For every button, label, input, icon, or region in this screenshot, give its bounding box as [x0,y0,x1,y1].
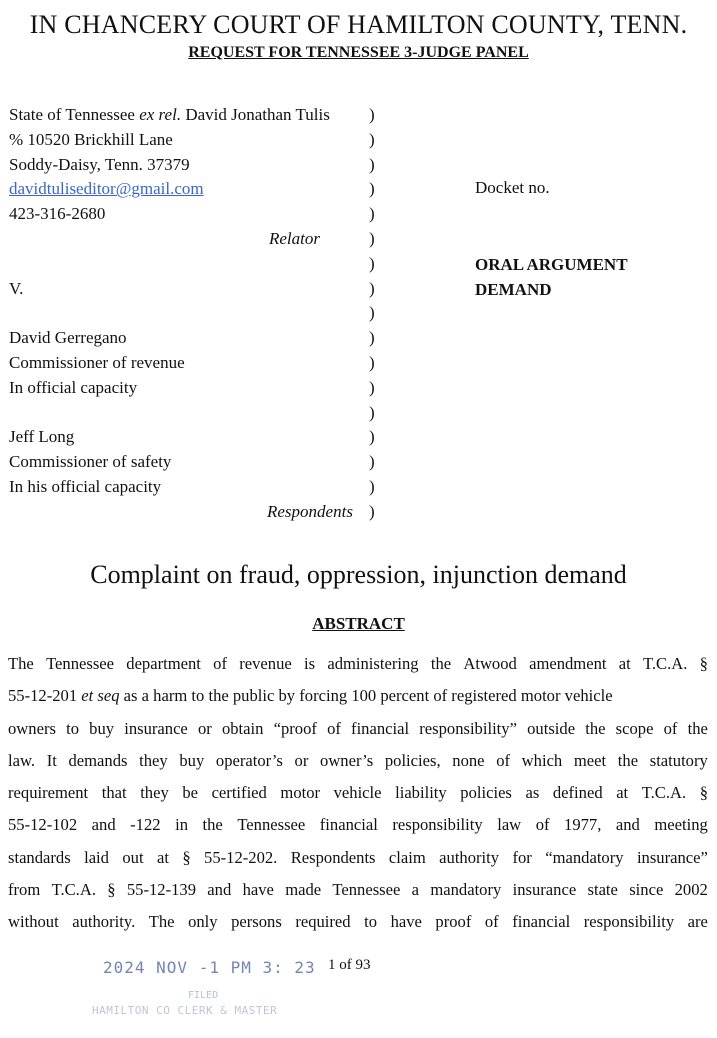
body-word: It [46,750,57,770]
body-word: to [364,912,378,932]
body-word: amendment [529,654,607,673]
body-word: § [182,847,191,867]
body-word: persons [231,912,282,932]
body-word: and [615,815,640,835]
respondents-label: Respondents [267,501,353,521]
request-heading: REQUEST FOR TENNESSEE 3-JUDGE PANEL [188,44,529,61]
body-word: none [452,750,485,770]
body-word: insurance [512,880,577,900]
body-word: 55-12-102 [8,815,78,835]
body-word: from [8,880,41,900]
body-word: meeting [654,815,708,835]
body-word: 1977, [564,815,602,835]
caption-paren: ) [369,253,375,273]
body-word: have [242,880,274,900]
relator-address-line1: % 10520 Brickhill Lane [9,129,173,149]
body-word: T.C.A. [51,880,96,900]
body-word: financial [351,718,410,738]
body-word: law. [8,750,36,770]
respondent2-title: Commissioner of safety [9,452,172,472]
body-word: the [430,654,452,673]
body-line [8,874,708,906]
abstract-body [8,648,708,939]
body-word: insurance [124,718,188,738]
body-word: the [585,718,606,738]
caption-paren: ) [369,228,375,248]
body-word: of [213,654,227,673]
body-word: of [535,815,550,835]
body-word: § [699,654,708,673]
body-word: scope [615,718,654,738]
body-word: without [8,912,59,932]
caption-paren: ) [369,105,375,124]
body-word: Atwood [463,654,517,673]
body-word: insurance” [636,847,708,867]
relator-phone: 423-316-2680 [9,204,106,224]
respondent2-capacity: In his official capacity [9,476,162,496]
filing-stamp-filed: FILED [188,990,219,1001]
relator-address-line2: Soddy-Daisy, Tenn. 37379 [9,154,190,174]
body-word: of [496,750,511,770]
body-word: of [484,912,499,932]
body-word: 2002 [674,880,708,900]
body-word: Tennessee [332,880,401,900]
relator-name: State of Tennessee ex rel. David Jonathan Tulis [9,105,330,124]
body-word: required [295,912,351,932]
body-word: for [512,847,532,867]
body-word: § [107,880,116,900]
body-word: they [140,783,169,803]
body-word: or [197,718,212,738]
body-word: out [122,847,144,867]
filing-stamp-clerk: HAMILTON CO CLERK & MASTER [92,1004,278,1017]
body-word: buy [179,750,205,770]
body-word: responsibility [583,912,675,932]
body-word: 55-12-202. [204,847,278,867]
caption-paren: ) [369,427,375,447]
body-line [8,777,708,809]
body-word: law [497,815,522,835]
body-line [8,842,708,874]
body-word: Tennessee [46,654,115,673]
caption-paren: ) [369,476,375,496]
body-line: 55-12-201 et seq as a harm to the public by forcing 100 percent of registered motor vehicle [8,686,613,706]
body-word: operator’s [215,750,283,770]
body-word: “mandatory [545,847,624,867]
body-word: are [687,912,708,932]
body-line [8,809,708,841]
body-word: they [139,750,168,770]
body-word: buy [89,718,115,738]
body-word: authority [439,847,500,867]
body-word: The [148,912,175,932]
body-word: claim [388,847,426,867]
body-word: the [202,815,223,835]
caption-paren: ) [369,278,375,298]
body-word: vehicle [333,783,382,803]
filing-stamp-date: 2024 NOV -1 PM 3: 23 [103,958,316,977]
body-word: standards [8,847,71,867]
body-word: is [304,654,316,673]
respondent1-name: David Gerregano [9,328,127,348]
body-word: made [285,880,322,900]
caption-paren: ) [369,129,375,149]
body-word: owners [8,718,56,738]
caption-paren: ) [369,328,375,348]
body-word: of [663,718,678,738]
body-word: policies, [384,750,441,770]
body-word: statutory [649,750,708,770]
body-word: administering [327,654,419,673]
complaint-title: Complaint on fraud, oppression, injunction demand [90,560,627,589]
caption-paren: ) [369,204,375,224]
body-word: that [101,783,127,803]
body-word: T.C.A. [641,783,687,803]
body-word: state [587,880,618,900]
body-word: defined [552,783,603,803]
body-word: be [182,783,198,803]
abstract-heading: ABSTRACT [312,614,405,633]
body-word: -122 [130,815,161,835]
body-word: T.C.A. [642,654,688,673]
body-word: motor [280,783,321,803]
body-word: liability [395,783,447,803]
body-word: policies [460,783,512,803]
body-word: responsibility” [419,718,517,738]
case-caption [9,103,353,525]
body-word: mandatory [430,880,502,900]
body-word: revenue [239,654,292,673]
body-word: 55-12-139 [126,880,196,900]
caption-paren: ) [369,303,375,323]
body-word: financial [319,815,378,835]
body-word: Respondents [290,847,376,867]
respondent1-title: Commissioner of revenue [9,352,185,372]
body-word: or [294,750,309,770]
body-word: demands [68,750,128,770]
caption-paren: ) [369,402,375,422]
relator-label: Relator [269,228,320,248]
caption-paren: ) [369,452,375,472]
body-word: “proof [273,718,317,738]
body-word: as [525,783,540,803]
body-word: outside [527,718,576,738]
body-word: to [66,718,80,738]
body-word: only [188,912,218,932]
caption-paren: ) [369,501,375,521]
body-word: The [8,654,34,673]
body-word: a [411,880,420,900]
page-number: 1 of 93 [328,957,371,973]
body-word: meet [573,750,607,770]
body-line [8,906,708,938]
body-word: and [91,815,116,835]
oral-argument-demand: ORAL ARGUMENT DEMAND [475,255,628,299]
body-word: department [126,654,201,673]
body-word: laid [84,847,109,867]
body-word: since [629,880,664,900]
body-word: have [390,912,422,932]
respondent1-capacity: In official capacity [9,377,138,397]
body-line [8,713,708,745]
caption-paren: ) [369,352,375,372]
body-word: in [175,815,188,835]
body-word: responsibility [392,815,483,835]
body-line [8,745,708,777]
caption-paren: ) [369,179,375,199]
body-word: § [699,783,708,803]
body-word: requirement [8,783,89,803]
body-word: and [207,880,232,900]
body-word: financial [512,912,571,932]
docket-number-label: Docket no. [475,178,550,197]
body-word: of [327,718,341,738]
respondent2-name: Jeff Long [9,427,75,447]
body-word: at [616,783,629,803]
versus-label: V. [9,278,24,298]
body-line [8,648,708,680]
caption-paren: ) [369,154,375,174]
body-word: at [618,654,631,673]
body-word: which [521,750,563,770]
body-word: owner’s [320,750,374,770]
body-word: certified [211,783,267,803]
body-word: Tennessee [237,815,306,835]
court-title: IN CHANCERY COURT OF HAMILTON COUNTY, TENN. [29,10,688,39]
caption-parentheses [369,103,375,525]
body-word: the [617,750,639,770]
body-word: obtain [221,718,264,738]
relator-email-link[interactable]: davidtuliseditor@gmail.com [9,179,204,199]
caption-paren: ) [369,377,375,397]
body-word: at [156,847,169,867]
body-word: authority. [72,912,136,932]
body-word: proof [435,912,472,932]
body-word: the [687,718,708,738]
